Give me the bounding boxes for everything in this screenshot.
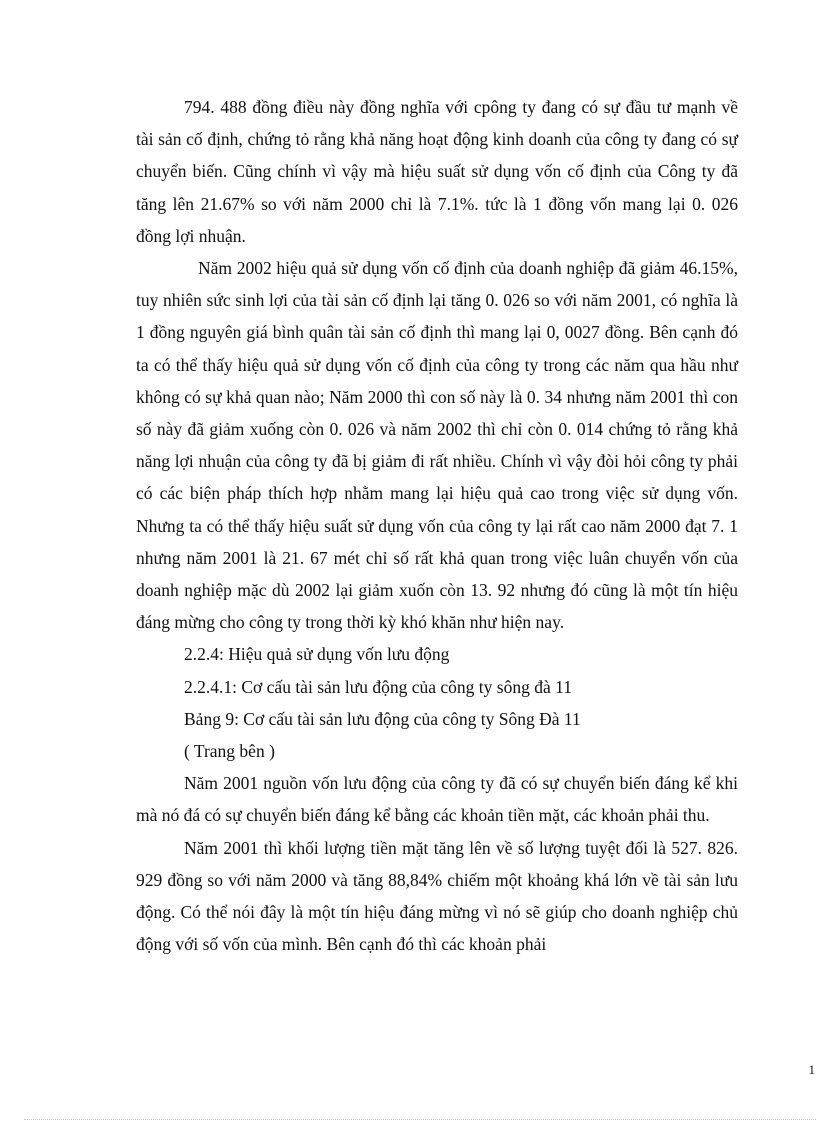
page-bottom-divider bbox=[24, 1119, 816, 1120]
document-body bbox=[136, 91, 738, 960]
page-number: 1 bbox=[808, 1062, 815, 1077]
paragraph-fixed-capital-efficiency-2001: 794. 488 đồng điều này đồng nghĩa với cpông ty đang có sự đầu tư mạnh về tài sản cố định, chứng tỏ rằng khả năng hoạt động kinh doanh của công ty đang có sự chuyển biến. Cũng chính vì vậy mà hiệu suất sử dụng vốn cố định của Công ty đã tăng lên 21.67% so với năm 2000 chỉ là 7.1%. tức là 1 đồng vốn mang lại 0. 026 đồng lợi nhuận. bbox=[136, 97, 738, 246]
paragraph-fixed-capital-efficiency-2002: Năm 2002 hiệu quả sử dụng vốn cố định của doanh nghiệp đã giảm 46.15%, tuy nhiên sức sinh lợi của tài sản cố định lại tăng 0. 026 so với năm 2001, có nghĩa là 1 đồng nguyên giá bình quân tài sản cố định thì mang lại 0, 0027 đồng. Bên cạnh đó ta có thể thấy hiệu quả sử dụng vốn cố định của công ty trong các năm qua hầu như không có sự khả quan nào; Năm 2000 thì con số này là 0. 34 nhưng năm 2001 thì con số này đã giảm xuống còn 0. 026 và năm 2002 thì chỉ còn 0. 014 chứng tỏ rằng khả năng lợi nhuận của công ty đã bị giảm đi rất nhiều. Chính vì vậy đòi hỏi công ty phải có các biện pháp thích hợp nhằm mang lại hiệu quả cao trong việc sử dụng vốn. Nhưng ta có thể thấy hiệu suất sử dụng vốn của công ty lại rất cao năm 2000 đạt 7. 1 nhưng năm 2001 là 21. 67 mét chỉ số rất khả quan trong việc luân chuyển vốn của doanh nghiệp mặc dù 2002 lại giảm xuốn còn 13. 92 nhưng đó cũng là một tín hiệu đáng mừng cho công ty trong thời kỳ khó khăn như hiện nay. bbox=[136, 258, 738, 633]
subsection-heading-working-asset-structure: 2.2.4.1: Cơ cấu tài sản lưu động của công ty sông đà 11 bbox=[184, 676, 572, 697]
paragraph-cash-increase-2001: Năm 2001 thì khối lượng tiền mặt tăng lên về số lượng tuyệt đối là 527. 826. 929 đồng so với năm 2000 và tăng 88,84% chiếm một khoảng khá lớn về tài sản lưu động. Có thể nói đây là một tín hiệu đáng mừng vì nó sẽ giúp cho doanh nghiệp chủ động với số vốn của mình. Bên cạnh đó thì các khoản phải bbox=[136, 837, 738, 955]
table-location-note: ( Trang bên ) bbox=[184, 741, 275, 762]
section-heading-working-capital-efficiency: 2.2.4: Hiệu quả sử dụng vốn lưu động bbox=[184, 644, 450, 665]
paragraph-working-capital-2001: Năm 2001 nguồn vốn lưu động của công ty đã có sự chuyển biến đáng kể khi mà nó đá có sự chuyển biến đáng kể bằng các khoản tiền mặt, các khoản phải thu. bbox=[136, 773, 738, 826]
table-caption: Bảng 9: Cơ cấu tài sản lưu động của công ty Sông Đà 11 bbox=[184, 708, 581, 729]
